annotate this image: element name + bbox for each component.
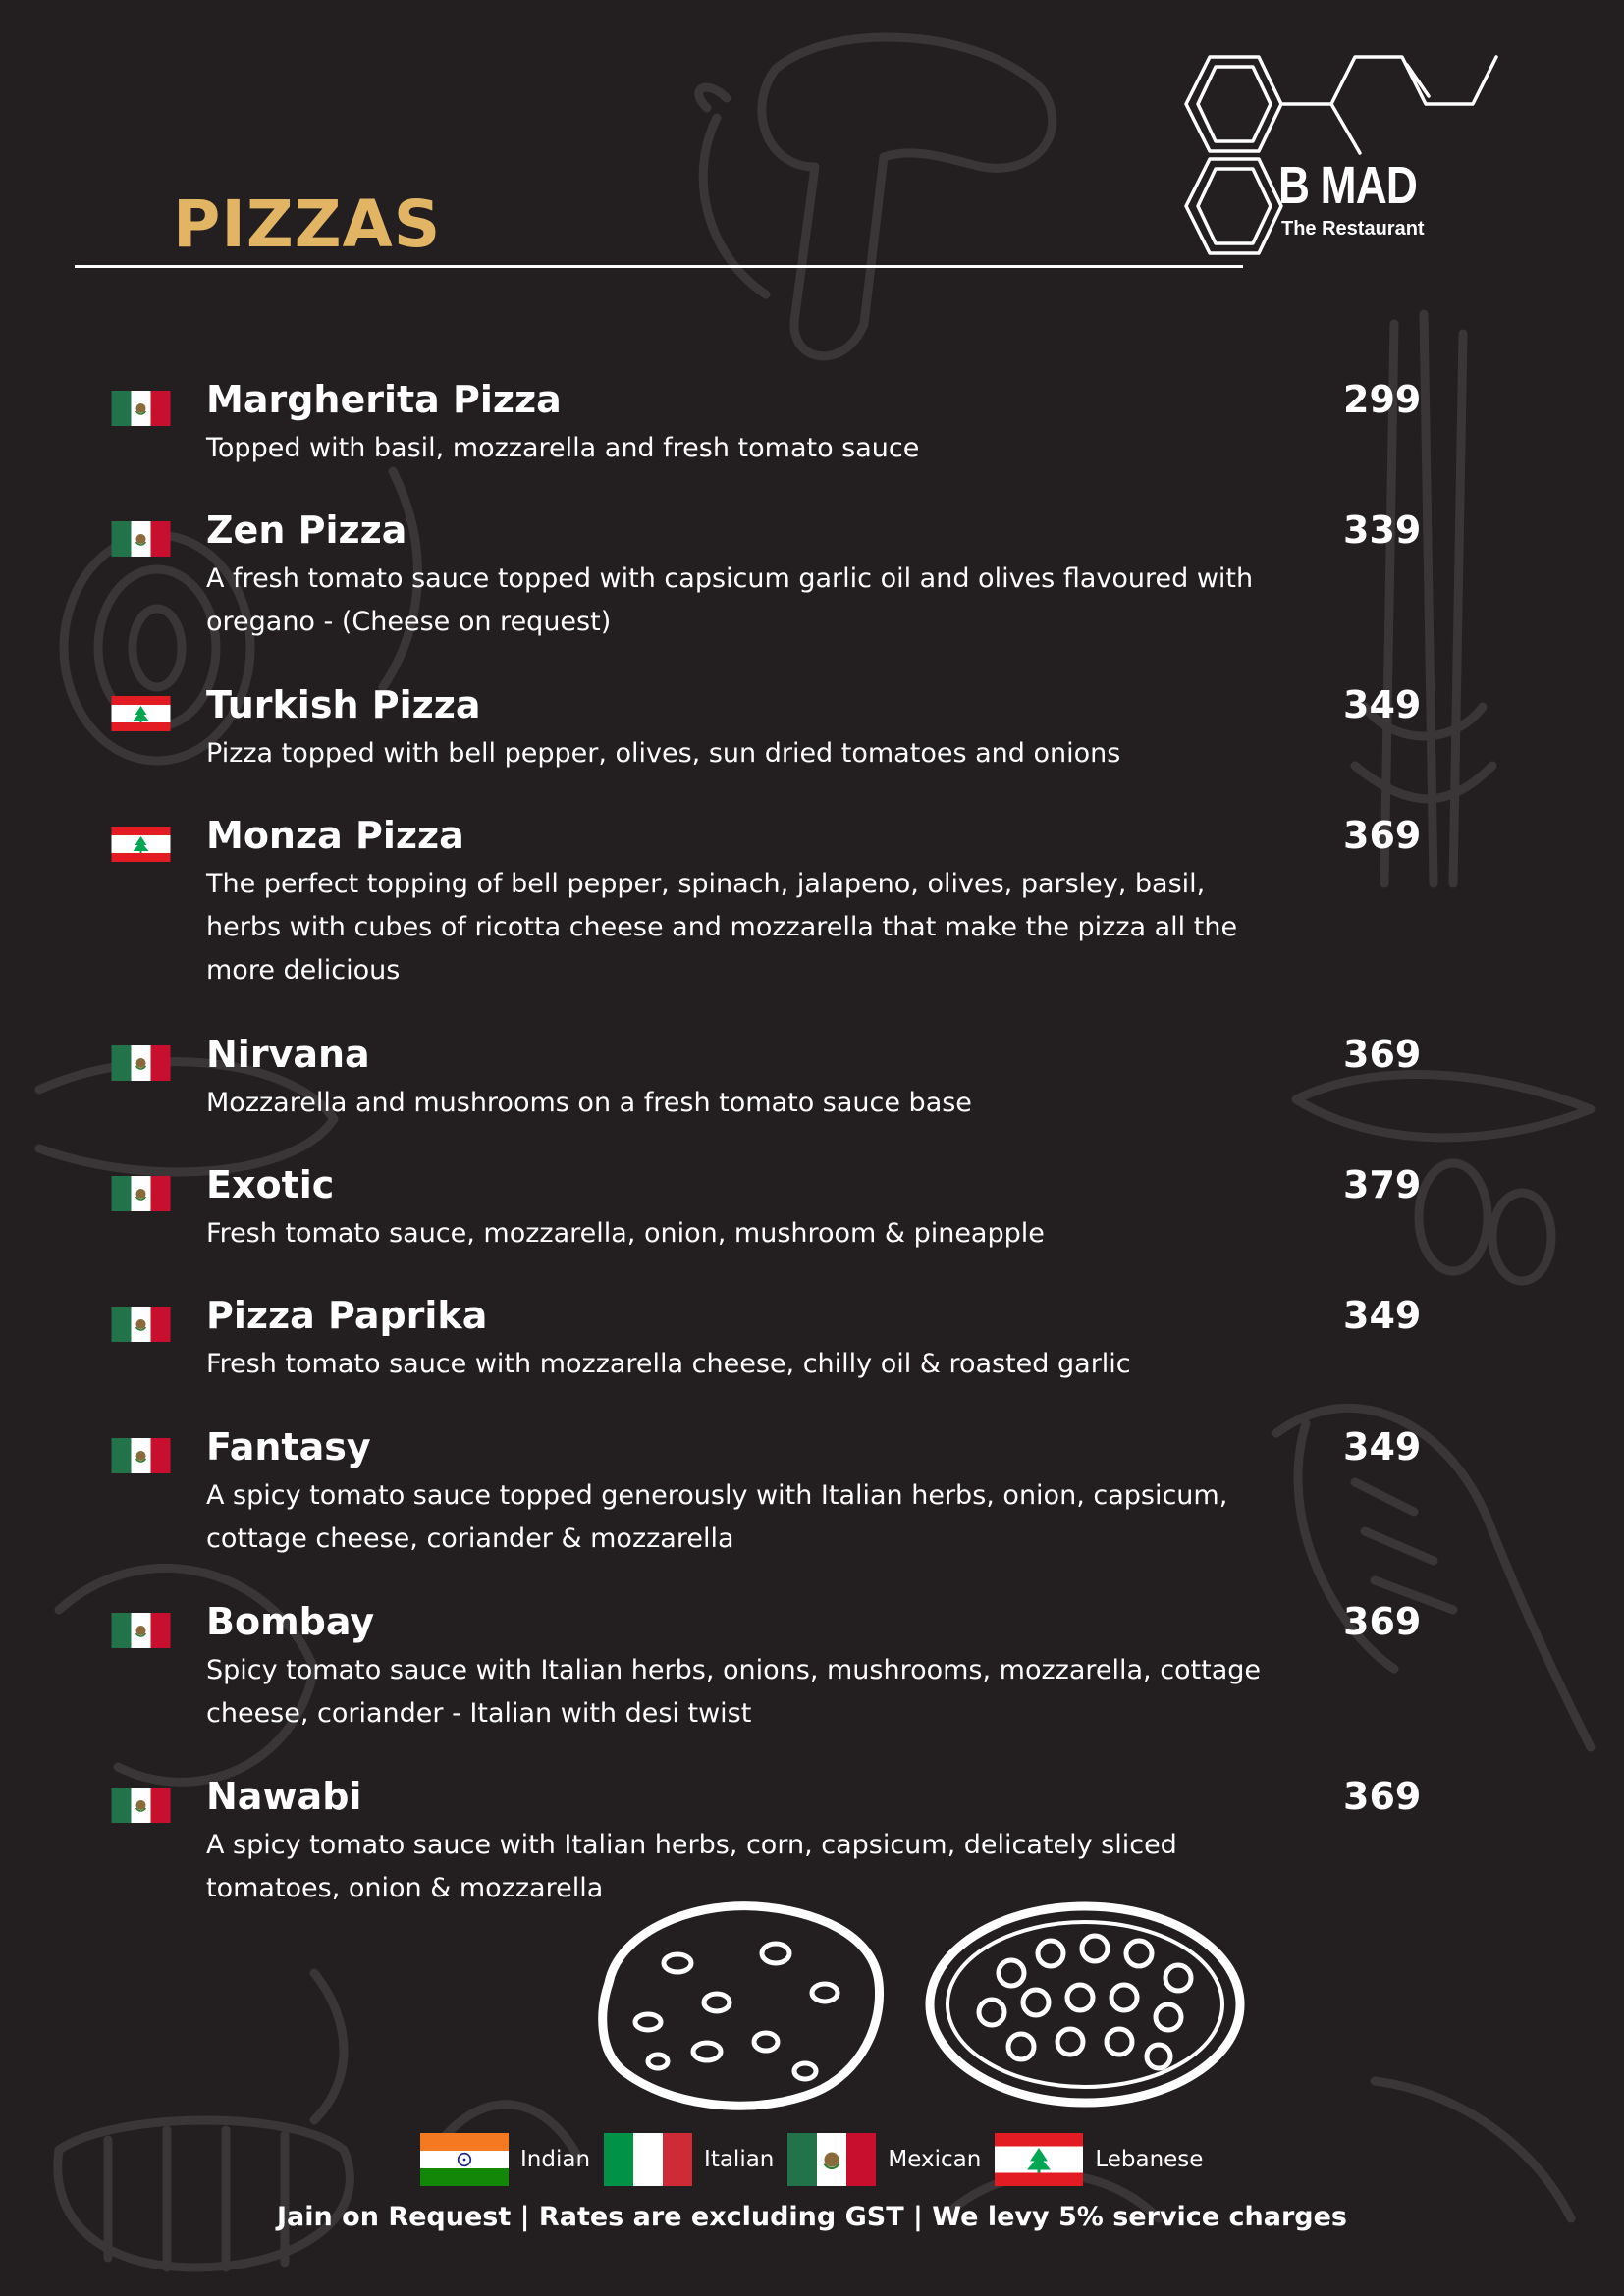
mexican-flag-icon (111, 521, 171, 557)
pizza-illustration (579, 1895, 1247, 2115)
item-name: Bombay (206, 1600, 375, 1643)
item-description: A spicy tomato sauce with Italian herbs, corn, capsicum, delicately sliced tomatoes, onion & mozzarella (206, 1830, 1177, 1903)
legend-label: Italian (704, 2147, 775, 2172)
item-price: 379 (1343, 1163, 1422, 1206)
item-description: Topped with basil, mozzarella and fresh tomato sauce (206, 433, 920, 463)
lebanese-flag-icon (111, 696, 171, 731)
item-price: 349 (1343, 1294, 1422, 1337)
item-description: The perfect topping of bell pepper, spinach, jalapeno, olives, parsley, basil, herbs with cubes of ricotta cheese and mozzarella that make the pizza all the more delicious (206, 869, 1238, 986)
mexican-flag-icon (111, 1045, 171, 1081)
item-description: Pizza topped with bell pepper, olives, sun dried tomatoes and onions (206, 738, 1121, 769)
indian-flag-icon (420, 2133, 509, 2186)
flag-legend (420, 2133, 1217, 2186)
title-divider (75, 265, 1243, 268)
item-description: A spicy tomato sauce topped generously with Italian herbs, onion, capsicum, cottage cheese, coriander & mozzarella (206, 1480, 1228, 1554)
item-price: 349 (1343, 1425, 1422, 1468)
brand-name: B MAD (1278, 156, 1418, 215)
page-title: PIZZAS (173, 187, 442, 262)
legend-label: Lebanese (1095, 2147, 1204, 2172)
item-name: Fantasy (206, 1425, 371, 1468)
item-price: 299 (1343, 378, 1422, 421)
italian-flag-icon (604, 2133, 692, 2186)
mexican-flag-icon (111, 391, 171, 426)
mexican-flag-icon (111, 1613, 171, 1648)
item-price: 349 (1343, 683, 1422, 726)
lebanese-flag-icon (995, 2133, 1083, 2186)
item-description: Spicy tomato sauce with Italian herbs, onions, mushrooms, mozzarella, cottage cheese, coriander - Italian with desi twist (206, 1655, 1262, 1729)
item-description: Mozzarella and mushrooms on a fresh tomato sauce base (206, 1088, 972, 1118)
item-price: 369 (1343, 814, 1422, 857)
legend-item-italian (604, 2133, 774, 2186)
brand-tagline: The Restaurant (1281, 218, 1425, 240)
item-name: Nawabi (206, 1775, 362, 1818)
legend-item-mexican (787, 2133, 981, 2186)
item-description: Fresh tomato sauce, mozzarella, onion, mushroom & pineapple (206, 1218, 1045, 1249)
item-price: 339 (1343, 508, 1422, 552)
footer-note: Jain on Request | Rates are excluding GST | We levy 5% service charges (277, 2202, 1347, 2232)
item-name: Monza Pizza (206, 814, 464, 857)
mexican-flag-icon (111, 1438, 171, 1473)
lebanese-flag-icon (111, 827, 171, 862)
mexican-flag-icon (111, 1176, 171, 1211)
legend-label: Mexican (888, 2147, 982, 2172)
mexican-flag-icon (111, 1788, 171, 1823)
item-price: 369 (1343, 1600, 1422, 1643)
item-description: A fresh tomato sauce topped with capsicum garlic oil and olives flavoured with oregano - (Cheese on request) (206, 563, 1254, 637)
item-name: Margherita Pizza (206, 378, 562, 421)
legend-label: Indian (520, 2147, 591, 2172)
legend-item-indian (420, 2133, 590, 2186)
item-price: 369 (1343, 1775, 1422, 1818)
legend-item-lebanese (995, 2133, 1203, 2186)
item-description: Fresh tomato sauce with mozzarella cheese, chilly oil & roasted garlic (206, 1349, 1131, 1379)
item-name: Turkish Pizza (206, 683, 481, 726)
item-name: Exotic (206, 1163, 335, 1206)
item-name: Nirvana (206, 1033, 370, 1076)
item-name: Pizza Paprika (206, 1294, 488, 1337)
item-price: 369 (1343, 1033, 1422, 1076)
item-name: Zen Pizza (206, 508, 407, 552)
mexican-flag-icon (787, 2133, 876, 2186)
mexican-flag-icon (111, 1307, 171, 1342)
